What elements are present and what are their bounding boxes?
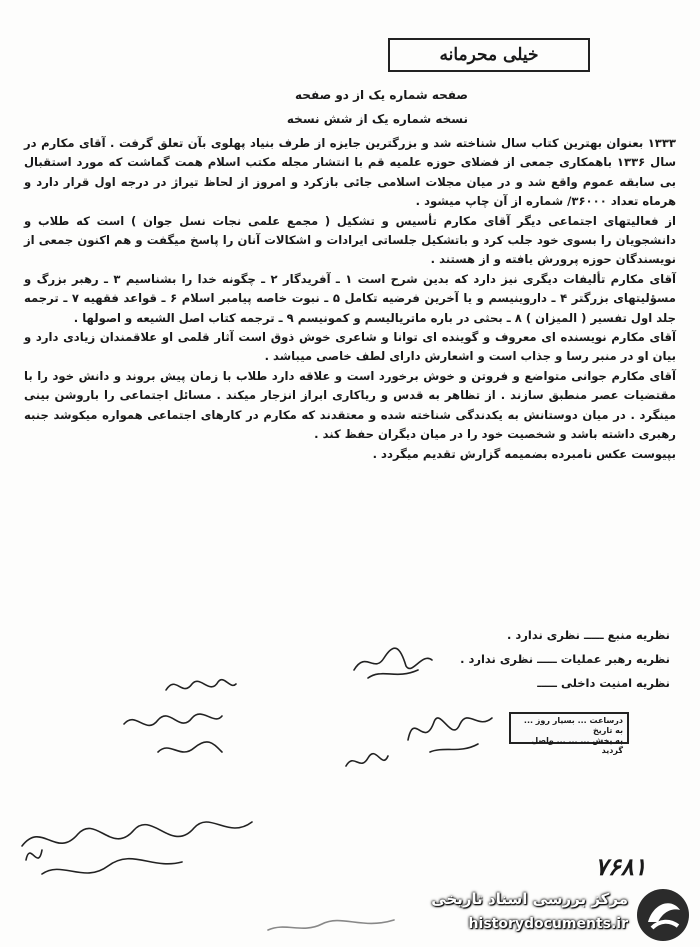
document-number: ۷۶۸۱ xyxy=(595,852,647,881)
paragraph-1: ۱۳۳۳ بعنوان بهترین کتاب سال شناخته شد و بزرگترین جایزه از طرف بنیاد پهلوی بآن تعلق گرفت . آقای مکارم در سال ۱۳۳۶ باهمکاری جمعی از فضلای حوزه علمیه قم با انتشار مجله مکتب اسلام همت گماشت که مورد استقبال بی سابقه عموم واقع شد و در میان مجلات اسلامی جائی بازکرد و امروز از لحاظ تیراژ در درجه اول قرار دارد و هرماه تعداد ۳۶۰۰۰/ شماره از آن چاپ میشود . xyxy=(24,136,676,209)
internal-security-opinion: نظریه امنیت داخلی ـــــ xyxy=(537,676,670,690)
handwritten-note-left-1 xyxy=(160,670,240,704)
watermark-url: historydocuments.ir xyxy=(468,916,628,932)
paragraph-3: آقای مکارم تألیفات دیگری نیز دارد که بدین شرح است ۱ ـ آفریدگار ۲ ـ چگونه خدا را بشناسیم ۳ ـ رهبر بزرگ و مسؤلیتهای بزرگتر ۴ ـ داروینیسم و یا آخرین فرضیه تکامل ۵ ـ نبوت خاصه پیامبر اسلام ۶ ـ قواعد فقهیه ۷ ـ ترجمه جلد اول تفسیر ( المیزان ) ۸ ـ بحثی در باره ماتریالیسم و کمونیسم ۹ ـ ترجمه کتاب اصل الشیعه و اصولها . xyxy=(24,271,677,325)
watermark xyxy=(424,882,700,947)
signature-top-right xyxy=(348,640,438,684)
handwritten-note-left-2 xyxy=(118,700,228,770)
handwritten-referral-note xyxy=(12,800,262,890)
distribution-stamp xyxy=(509,712,629,755)
classification-stamp: خیلی محرمانه xyxy=(388,38,590,72)
paragraph-4: آقای مکارم نویسنده ای معروف و گوینده ای توانا و شاعری خوش ذوق است آثار قلمی او علاقمندان زیادی دارد و بیان او در منبر رسا و جذاب است و اشعارش دارای لطف خاصی میباشد . xyxy=(24,330,676,364)
report-body xyxy=(24,134,676,464)
initials-near-stamp xyxy=(342,744,392,780)
paragraph-2: از فعالیتهای اجتماعی دیگر آقای مکارم تأسیس و تشکیل ( مجمع علمی نجات نسل جوان ) است که طلاب و دانشجویان را بسوی خود جلب کرد و باتشکیل جلساتی ایرادات و اشکالات آنان را پاسخ میگفت و هم اکنون جمعی از نویسندگان حوزه پرورش یافته و از هستند . xyxy=(24,213,676,267)
source-opinion: نظریه منبع ـــــ نظری ندارد . xyxy=(506,628,670,642)
archive-stamp-faint xyxy=(262,900,402,940)
paragraph-5: آقای مکارم جوانی متواضع و فروتن و خوش برخورد است و علاقه دارد طلاب با زمان پیش بروند و دانش خود را با مقتضیات عصر منطبق سازند . از تظاهر به قدس و ریاکاری ابراز انزجار میکند . مسائل اجتماعی را باروشن بینی مینگرد . در میان دوستانش به یکدندگی شناخته شده و معتقدند که مکارم در کارهای اجتماعی همواره میکوشد جنبه رهبری داشته باشد و شخصیت خود را در میان دیگران حفظ کند . xyxy=(24,368,676,442)
paragraph-6: بپیوست عکس نامبرده بضمیمه گزارش تقدیم میگردد . xyxy=(372,446,676,461)
copy-number-line: نسخه شماره یک از شش نسخه xyxy=(286,112,468,126)
distribution-stamp-line-1: درساعت ... بسیار روز ... به تاریخ xyxy=(523,716,623,735)
watermark-title: مرکز بررسی اسناد تاریخی xyxy=(431,890,628,908)
page-number-line: صفحه شماره یک از دو صفحه xyxy=(295,88,468,102)
operations-head-opinion: نظریه رهبر عملیات ـــــ نظری ندارد . xyxy=(460,652,670,666)
signature-middle-right xyxy=(400,700,500,760)
distribution-stamp-line-2: به بخش ... ... ... واصل گردید xyxy=(531,736,623,755)
archive-logo-icon xyxy=(634,886,692,944)
